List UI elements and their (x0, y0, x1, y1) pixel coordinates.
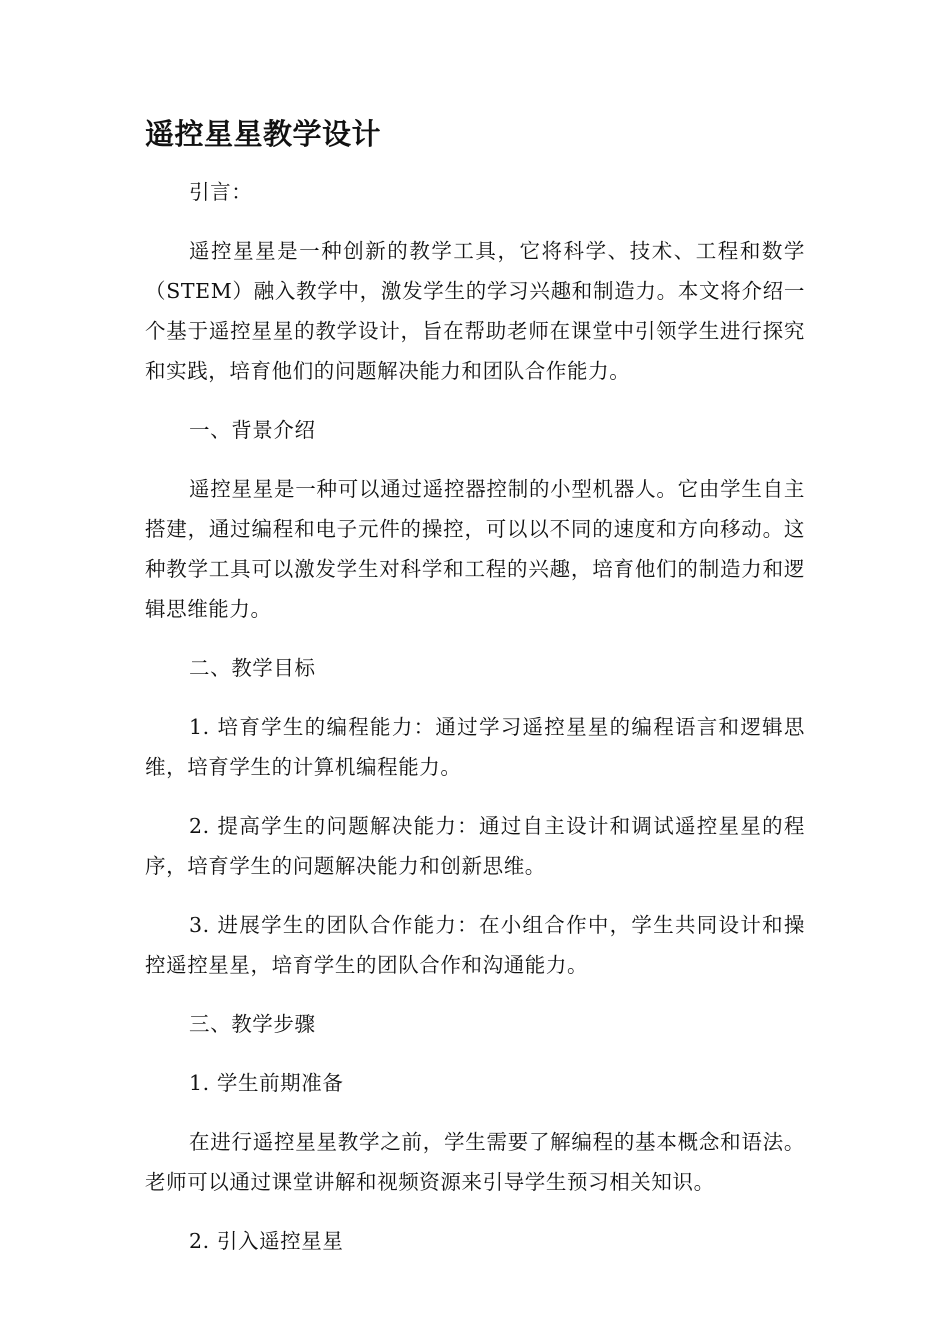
paragraph-goal-2: 2. 提高学生的问题解决能力：通过自主设计和调试遥控星星的程序，培育学生的问题解决能力和创新思维。 (145, 814, 805, 878)
section-heading-intro: 引言： (189, 180, 253, 204)
document-page (145, 112, 805, 1280)
paragraph-intro: 遥控星星是一种创新的教学工具，它将科学、技术、工程和数学（STEM）融入教学中，激发学生的学习兴趣和制造力。本文将介绍一个基于遥控星星的教学设计，旨在帮助老师在课堂中引领学生进行探究和实践，培育他们的问题解决能力和团队合作能力。 (145, 239, 805, 383)
subheading-step-2: 2. 引入遥控星星 (189, 1229, 344, 1253)
document-title: 遥控星星教学设计 (145, 117, 382, 151)
section-heading-steps: 三、教学步骤 (189, 1012, 316, 1036)
section-heading-background: 一、背景介绍 (189, 418, 316, 442)
subheading-step-1: 1. 学生前期准备 (189, 1071, 344, 1095)
paragraph-goal-1: 1. 培育学生的编程能力：通过学习遥控星星的编程语言和逻辑思维，培育学生的计算机编程能力。 (145, 715, 805, 779)
section-heading-goals: 二、教学目标 (189, 656, 316, 680)
paragraph-step-1: 在进行遥控星星教学之前，学生需要了解编程的基本概念和语法。老师可以通过课堂讲解和视频资源来引导学生预习相关知识。 (145, 1130, 805, 1194)
document-body (145, 172, 805, 1261)
paragraph-goal-3: 3. 进展学生的团队合作能力：在小组合作中，学生共同设计和操控遥控星星，培育学生的团队合作和沟通能力。 (145, 913, 805, 977)
paragraph-background: 遥控星星是一种可以通过遥控器控制的小型机器人。它由学生自主搭建，通过编程和电子元件的操控，可以以不同的速度和方向移动。这种教学工具可以激发学生对科学和工程的兴趣，培育他们的制造力和逻辑思维能力。 (145, 477, 805, 621)
